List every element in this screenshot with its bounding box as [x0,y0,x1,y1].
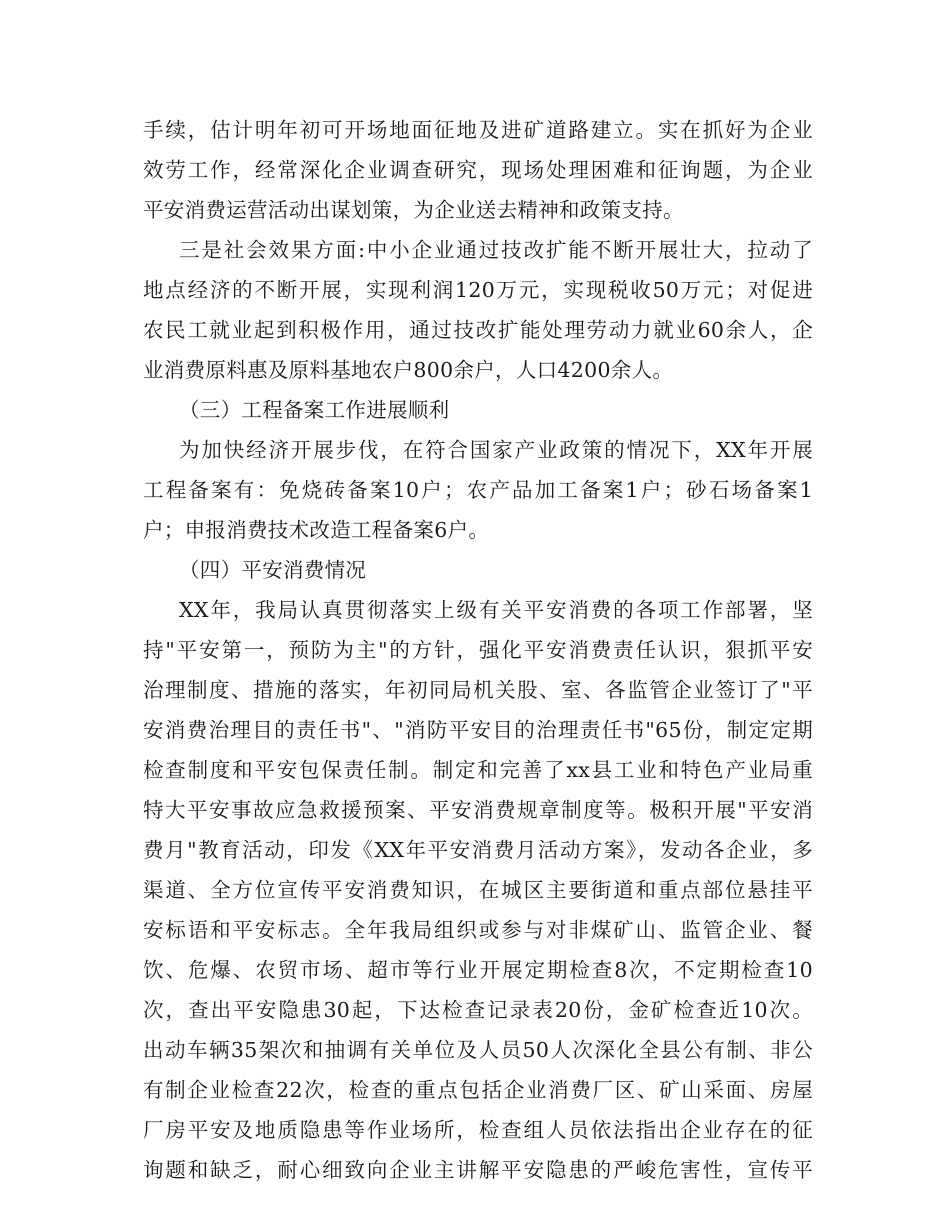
text-line: 渠道、全方位宣传平安消费知识，在城区主要街道和重点部位悬挂平 [143,878,813,902]
paragraph-start-line: 为加快经济开展步伐，在符合国家产业政策的情况下，XX年开展 [179,438,813,462]
text-line: 费月"教育活动，印发《XX年平安消费月活动方案》，发动各企业，多 [143,838,813,862]
section-heading: （四）平安消费情况 [179,558,367,582]
text-line: 效劳工作，经常深化企业调查研究，现场处理困难和征询题，为企业 [143,158,813,182]
text-line: 特大平安事故应急救援预案、平安消费规章制度等。极积开展"平安消 [143,798,813,822]
text-line: 出动车辆35架次和抽调有关单位及人员50人次深化全县公有制、非公 [143,1038,813,1062]
text-line: 工程备案有：免烧砖备案10户；农产品加工备案1户；砂石场备案1 [143,478,813,502]
document-body [143,110,813,1190]
text-line: 有制企业检查22次，检查的重点包括企业消费厂区、矿山采面、房屋 [143,1078,813,1102]
text-line: 询题和缺乏，耐心细致向企业主讲解平安隐患的严峻危害性，宣传平 [143,1158,813,1182]
text-line: 安消费治理目的责任书"、"消防平安目的治理责任书"65份，制定定期 [143,718,813,742]
section-heading: （三）工程备案工作进展顺利 [179,398,450,422]
text-line: 业消费原料惠及原料基地农户800余户，人口4200余人。 [143,358,674,382]
text-line: 户；申报消费技术改造工程备案6户。 [143,518,490,542]
text-line: 厂房平安及地质隐患等作业场所，检查组人员依法指出企业存在的征 [143,1118,813,1142]
text-line: 手续，估计明年初可开场地面征地及进矿道路建立。实在抓好为企业 [143,118,813,142]
text-line: 平安消费运营活动出谋划策，为企业送去精神和政策支持。 [143,198,684,222]
text-line: 饮、危爆、农贸市场、超市等行业开展定期检查8次，不定期检查10 [143,958,813,982]
text-line: 持"平安第一，预防为主"的方针，强化平安消费责任认识，狠抓平安 [143,638,813,662]
paragraph-start-line: XX年，我局认真贯彻落实上级有关平安消费的各项工作部署，坚 [179,598,813,622]
text-line: 农民工就业起到积极作用，通过技改扩能处理劳动力就业60余人，企 [143,318,813,342]
paragraph-start-line: 三是社会效果方面:中小企业通过技改扩能不断开展壮大，拉动了 [179,238,813,262]
text-line: 地点经济的不断开展，实现利润120万元，实现税收50万元；对促进 [143,278,813,302]
text-line: 治理制度、措施的落实，年初同局机关股、室、各监管企业签订了"平 [143,678,813,702]
text-line: 次，查出平安隐患30起，下达检查记录表20份，金矿检查近10次。 [143,998,813,1022]
text-line: 安标语和平安标志。全年我局组织或参与对非煤矿山、监管企业、餐 [143,918,813,942]
text-line: 检查制度和平安包保责任制。制定和完善了xx县工业和特色产业局重 [143,758,813,782]
